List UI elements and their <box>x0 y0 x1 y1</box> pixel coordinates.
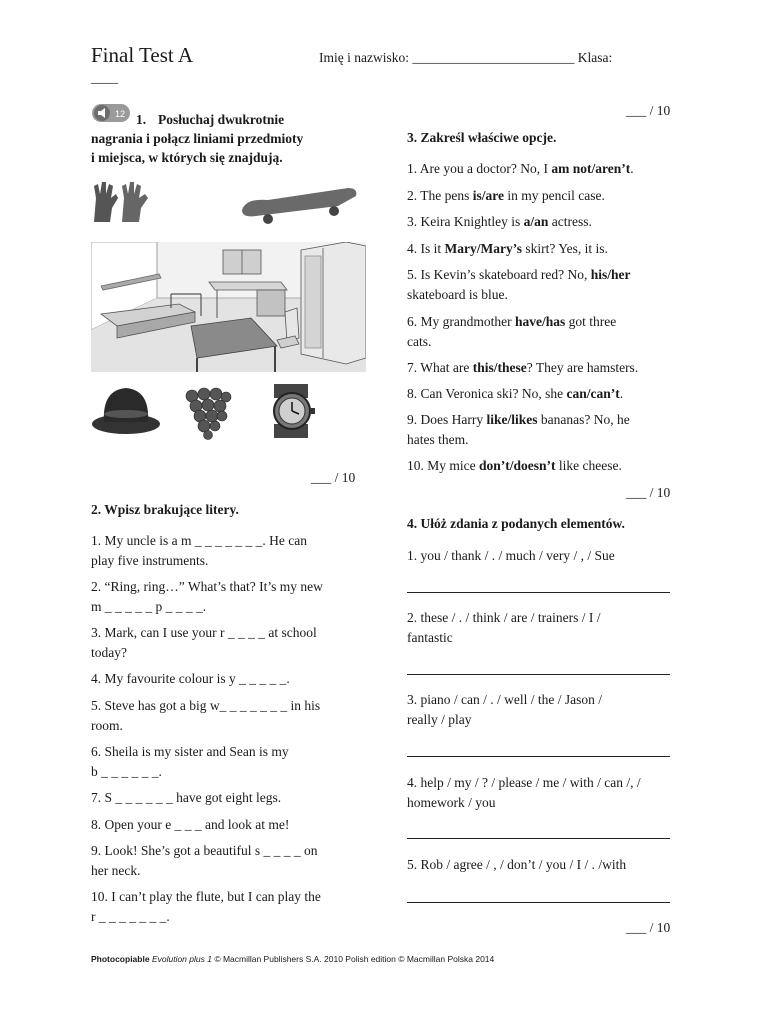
ex3-option-choice[interactable]: have/has <box>514 314 566 329</box>
audio-track-icon <box>92 103 132 123</box>
ex3-item-5-line-2 <box>407 285 508 305</box>
ex3-text: got three <box>565 314 617 329</box>
ex3-score-top: ___ / 10 <box>626 103 671 118</box>
ex2-item-2-line-2: m _ _ _ _ _ p _ _ _ _. <box>91 598 207 614</box>
ex3-text: skirt? Yes, it is. <box>521 241 608 256</box>
ex3-text: 2. The pens <box>407 188 473 203</box>
ex4-item-4-line-2: homework / you <box>407 794 496 810</box>
ex3-item-7-line-1 <box>407 358 638 378</box>
ex2-item-3-line-2: today? <box>91 644 127 660</box>
footer-book-title: Evolution plus 1 <box>151 954 212 964</box>
ex4-answer-line-2[interactable] <box>407 674 670 675</box>
ex4-item-5-line-1: 5. Rob / agree / , / don’t / you / I / . /with <box>407 857 627 872</box>
ex3-text: like cheese. <box>555 458 622 473</box>
ex2-item-10-line-2: r _ _ _ _ _ _ _. <box>91 908 170 924</box>
ex3-text: 10. My mice <box>407 458 479 473</box>
ex1-instruction-line1: Posłuchaj dwukrotnie <box>158 112 285 127</box>
ex4-answer-line-4[interactable] <box>407 838 670 839</box>
ex4-item-3-line-2: really / play <box>407 711 472 727</box>
ex3-option-choice[interactable]: this/these <box>472 360 527 375</box>
ex3-text: 7. What are <box>407 360 473 375</box>
ex4-item-4-line-1: 4. help / my / ? / please / me / with / can /, / <box>407 775 641 790</box>
class-field-tail: ____ <box>91 70 118 85</box>
ex2-item-6-line-1: 6. Sheila is my sister and Sean is my <box>91 744 289 759</box>
ex2-item-1-line-2: play five instruments. <box>91 552 209 568</box>
ex3-text: 1. Are you a doctor? No, I <box>407 161 552 176</box>
grapes-image <box>182 384 232 445</box>
ex4-item-2-line-2: fantastic <box>407 629 453 645</box>
ex4-answer-line-3[interactable] <box>407 756 670 757</box>
ex3-option-choice[interactable]: like/likes <box>486 412 538 427</box>
name-class-field: Imię i nazwisko: ________________________ Klasa: <box>319 50 613 65</box>
ex3-option-choice[interactable]: can/can’t <box>566 386 620 401</box>
ex2-item-5-line-1: 5. Steve has got a big w_ _ _ _ _ _ _ in his <box>91 698 321 713</box>
ex3-item-10-line-1 <box>407 456 622 476</box>
ex3-option-choice[interactable]: don’t/doesn’t <box>479 458 556 473</box>
ex3-text: . <box>630 161 634 176</box>
ex3-text: 8. Can Veronica ski? No, she <box>407 386 567 401</box>
ex3-item-9-line-1 <box>407 410 630 430</box>
ex2-item-6-line-2: b _ _ _ _ _ _. <box>91 763 162 779</box>
ex3-text: 5. Is Kevin’s skateboard red? No, <box>407 267 591 282</box>
ex3-text: 6. My grandmother <box>407 314 515 329</box>
ex3-text: 4. Is it <box>407 241 445 256</box>
gloves-image <box>90 178 154 231</box>
ex3-item-8-line-1 <box>407 384 623 404</box>
watch-image <box>268 384 318 443</box>
ex4-answer-line-5[interactable] <box>407 902 670 903</box>
ex1-instruction-line2: nagrania i połącz liniami przedmioty <box>91 131 304 146</box>
ex2-item-7-line-1: 7. S _ _ _ _ _ _ have got eight legs. <box>91 790 282 805</box>
ex1-instruction-line3: i miejsca, w których się znajdują. <box>91 150 283 165</box>
ex1-score: ___ / 10 <box>311 470 356 485</box>
footer-photocopiable: Photocopiable <box>91 954 150 964</box>
ex2-item-1-line-1: 1. My uncle is a m _ _ _ _ _ _ _. He can <box>91 533 307 548</box>
ex2-item-9-line-2: her neck. <box>91 862 141 878</box>
ex3-text: actress. <box>548 214 592 229</box>
ex4-item-1-line-1: 1. you / thank / . / much / very / , / Sue <box>407 548 615 563</box>
ex2-heading: 2. Wpisz brakujące litery. <box>91 502 239 517</box>
ex3-item-6-line-2 <box>407 332 431 352</box>
svg-text:12: 12 <box>114 109 126 119</box>
ex3-item-6-line-1 <box>407 312 616 332</box>
ex3-option-choice[interactable]: am not/aren’t <box>551 161 631 176</box>
ex3-text: ? They are hamsters. <box>526 360 639 375</box>
ex3-option-choice[interactable]: Mary/Mary’s <box>444 241 522 256</box>
ex3-text: 9. Does Harry <box>407 412 487 427</box>
ex2-item-8-line-1: 8. Open your e _ _ _ and look at me! <box>91 817 290 832</box>
ex4-score: ___ / 10 <box>626 920 671 935</box>
ex3-option-choice[interactable]: is/are <box>472 188 504 203</box>
ex4-item-3-line-1: 3. piano / can / . / well / the / Jason / <box>407 692 602 707</box>
ex2-item-9-line-1: 9. Look! She’s got a beautiful s _ _ _ _ on <box>91 843 318 858</box>
ex3-text: bananas? No, he <box>537 412 630 427</box>
footer-rest: © Macmillan Publishers S.A. 2010 Polish edition © Macmillan Polska 2014 <box>211 954 495 964</box>
ex2-item-5-line-2: room. <box>91 717 123 733</box>
ex3-text: skateboard is blue. <box>407 286 508 302</box>
ex2-item-2-line-1: 2. “Ring, ring…” What’s that? It’s my new <box>91 579 323 594</box>
ex1-number: 1. <box>136 112 147 127</box>
ex4-answer-line-1[interactable] <box>407 592 670 593</box>
ex3-item-4-line-1 <box>407 239 608 259</box>
ex3-heading: 3. Zakreśl właściwe opcje. <box>407 130 557 145</box>
ex4-heading: 4. Ułóż zdania z podanych elementów. <box>407 516 625 531</box>
ex3-item-5-line-1 <box>407 265 630 285</box>
ex3-item-9-line-2 <box>407 430 468 450</box>
ex2-item-10-line-1: 10. I can’t play the flute, but I can play the <box>91 889 321 904</box>
ex3-score-bottom: ___ / 10 <box>626 485 671 500</box>
ex3-text: hates them. <box>407 431 469 447</box>
ex3-text: 3. Keira Knightley is <box>407 214 524 229</box>
skateboard-image <box>238 184 360 231</box>
ex3-item-2-line-1 <box>407 186 605 206</box>
ex3-text: in my pencil case. <box>504 188 605 203</box>
ex3-item-3-line-1 <box>407 212 592 232</box>
ex3-text: . <box>619 386 624 401</box>
room-image <box>91 242 366 377</box>
ex2-item-4-line-1: 4. My favourite colour is y _ _ _ _ _. <box>91 671 290 686</box>
ex3-text: cats. <box>407 333 432 349</box>
ex3-item-1-line-1 <box>407 159 634 179</box>
ex3-option-choice[interactable]: his/her <box>590 267 631 282</box>
ex2-item-3-line-1: 3. Mark, can I use your r _ _ _ _ at school <box>91 625 317 640</box>
ex4-item-2-line-1: 2. these / . / think / are / trainers / I / <box>407 610 601 625</box>
footer-copyright <box>91 954 494 964</box>
page-title: Final Test A <box>91 43 193 67</box>
hat-image <box>90 384 162 441</box>
ex3-option-choice[interactable]: a/an <box>523 214 549 229</box>
